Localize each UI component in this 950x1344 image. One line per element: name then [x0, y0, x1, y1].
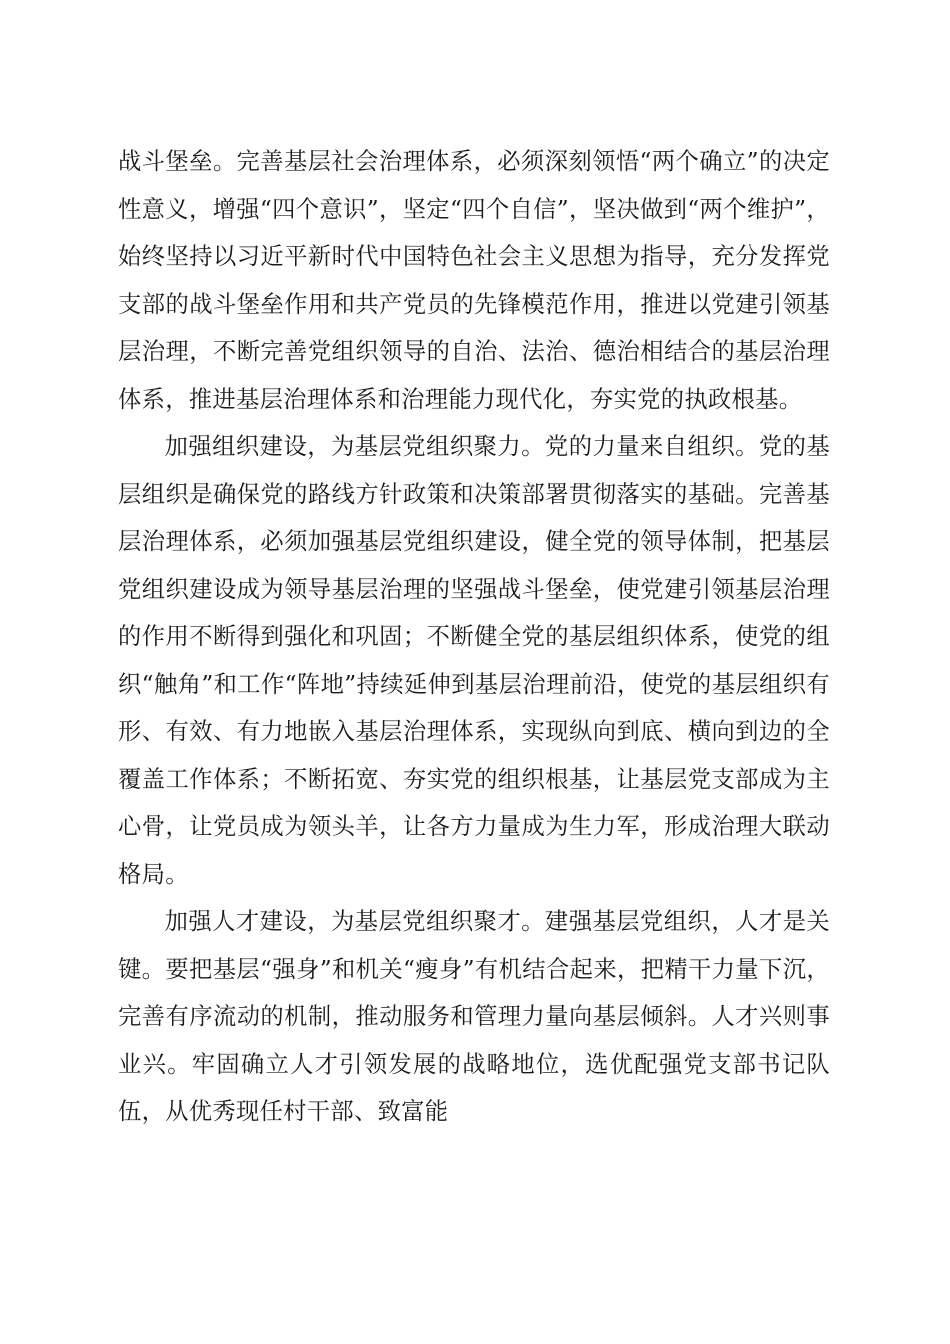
- paragraph-organization-building: 加强组织建设，为基层党组织聚力。党的力量来自组织。党的基层组织是确保党的路线方针政策和决策部署贯彻落实的基础。完善基层治理体系，必须加强基层党组织建设，健全党的领导体制，把基层党组织建设成为领导基层治理的坚强战斗堡垒，使党建引领基层治理的作用不断得到强化和巩固；不断健全党的基层组织体系，使党的组织“触角”和工作“阵地”持续延伸到基层治理前沿，使党的基层组织有形、有效、有力地嵌入基层治理体系，实现纵向到底、横向到边的全覆盖工作体系；不断拓宽、夯实党的组织根基，让基层党支部成为主心骨，让党员成为领头羊，让各方力量成为生力军，形成治理大联动格局。: [118, 433, 830, 888]
- document-body: [118, 138, 830, 1136]
- paragraph-continuation: 战斗堡垒。完善基层社会治理体系，必须深刻领悟“两个确立”的决定性意义，增强“四个意识”，坚定“四个自信”，坚决做到“两个维护”，始终坚持以习近平新时代中国特色社会主义思想为指导，充分发挥党支部的战斗堡垒作用和共产党员的先锋模范作用，推进以党建引领基层治理，不断完善党组织领导的自治、法治、德治相结合的基层治理体系，推进基层治理体系和治理能力现代化，夯实党的执政根基。: [118, 148, 830, 413]
- paragraph-talent-building: 加强人才建设，为基层党组织聚才。建强基层党组织，人才是关键。要把基层“强身”和机关“瘦身”有机结合起来，把精干力量下沉，完善有序流动的机制，推动服务和管理力量向基层倾斜。人才兴则事业兴。牢固确立人才引领发展的战略地位，选优配强党支部书记队伍，从优秀现任村干部、致富能: [118, 908, 830, 1125]
